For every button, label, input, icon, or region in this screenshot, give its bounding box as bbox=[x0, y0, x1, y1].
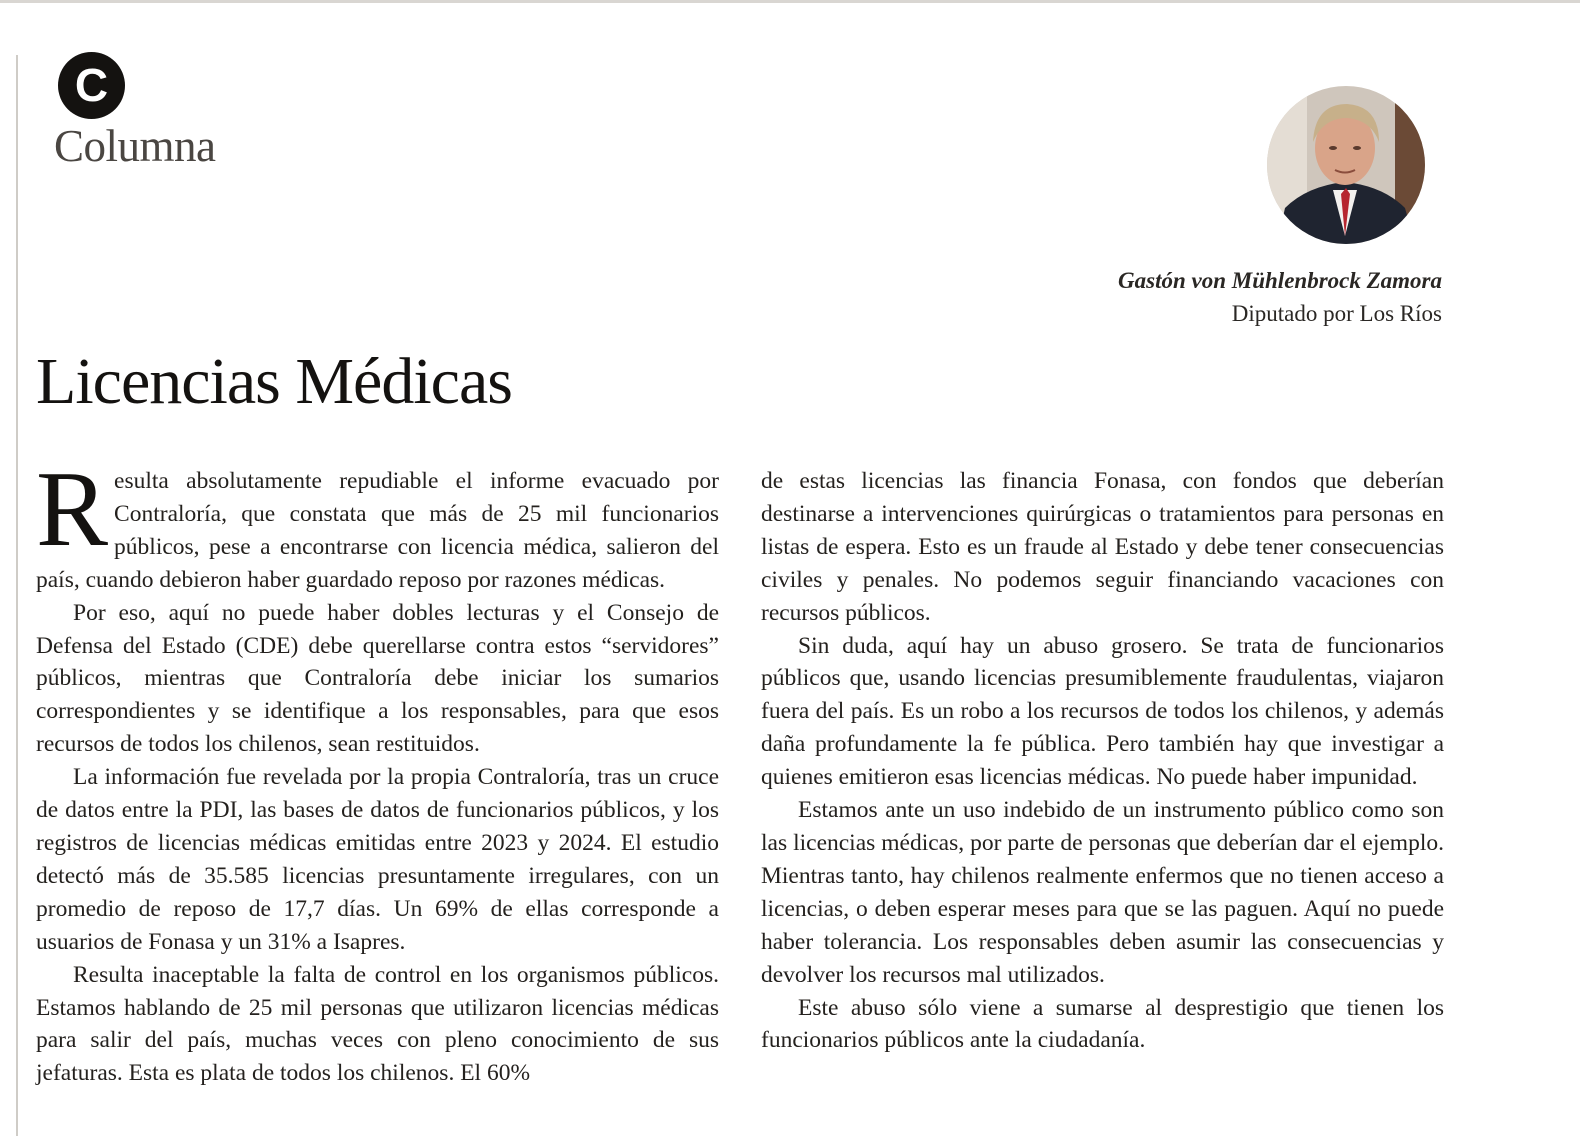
paragraph-6: Sin duda, aquí hay un abuso grosero. Se trata de funcionarios públicos que, usando licencias presumiblemente fraudulentas, viajaron fuera del país. Es un robo a los recursos de todos los chilenos, y además daña profundamente la fe pública. Pero también hay que investigar a quienes emitieron esas licencias médicas. No puede haber impunidad. bbox=[761, 632, 1444, 791]
column-logo-badge: C bbox=[58, 52, 125, 119]
paragraph-8: Este abuso sólo viene a sumarse al desprestigio que tienen los funcionarios públicos ante la ciudadanía. bbox=[761, 994, 1444, 1054]
author-photo bbox=[1267, 86, 1425, 244]
top-rule bbox=[0, 0, 1580, 3]
article-column-right bbox=[761, 465, 1444, 1057]
paragraph-1 bbox=[36, 450, 719, 597]
article-column-left bbox=[36, 450, 719, 1090]
paragraph-7: Estamos ante un uso indebido de un instrumento público como son las licencias médicas, por parte de personas que deberían dar el ejemplo. Mientras tanto, hay chilenos realmente enfermos que no tienen acceso a licencias, o deben esperar meses para que se las paguen. Aquí no puede haber tolerancia. Los responsables deben asumir las consecuencias y devolver los recursos mal utilizados. bbox=[761, 797, 1444, 988]
paragraph-3: La información fue revelada por la propia Contraloría, tras un cruce de datos entre la PDI, las bases de datos de funcionarios públicos, y los registros de licencias médicas emitidas entre 2023 y 2024. El estudio detectó más de 35.585 licencias presuntamente irregulares, con un promedio de reposo de 17,7 días. Un 69% de ellas corresponde a usuarios de Fonasa y un 31% a Isapres. bbox=[36, 764, 719, 955]
paragraph-1-text: esulta absolutamente repudiable el informe evacuado por Contraloría, que constata que más de 25 mil funcionarios públicos, pese a encontrarse con licencia médica, salieron del país, cuando debieron haber guardado reposo por razones médicas. bbox=[36, 468, 719, 593]
article-title: Licencias Médicas bbox=[36, 345, 512, 418]
paragraph-4: Resulta inaceptable la falta de control en los organismos públicos. Estamos hablando de 25 mil personas que utilizaron licencias médicas para salir del país, muchas veces con pleno conocimiento de sus jefaturas. Esta es plata de todos los chilenos. El 60% bbox=[36, 961, 719, 1087]
section-label: Columna bbox=[54, 121, 216, 171]
paragraph-5: de estas licencias las financia Fonasa, con fondos que deberían destinarse a intervenciones quirúrgicas o tratamientos para personas en listas de espera. Esto es un fraude al Estado y debe tener consecuencias civiles y penales. No podemos seguir financiando vacaciones con recursos públicos. bbox=[761, 468, 1444, 626]
author-name: Gastón von Mühlenbrock Zamora bbox=[1118, 268, 1442, 293]
left-rule bbox=[16, 55, 18, 1136]
author-role: Diputado por Los Ríos bbox=[1231, 301, 1442, 326]
author-portrait-image bbox=[1267, 86, 1425, 244]
paragraph-2: Por eso, aquí no puede haber dobles lecturas y el Consejo de Defensa del Estado (CDE) debe querellarse contra estos “servidores” públicos, mientras que Contraloría debe iniciar los sumarios correspondientes y se identifique a los responsables, para que esos recursos de todos los chilenos, sean restituidos. bbox=[36, 599, 719, 758]
drop-cap: R bbox=[36, 450, 109, 569]
